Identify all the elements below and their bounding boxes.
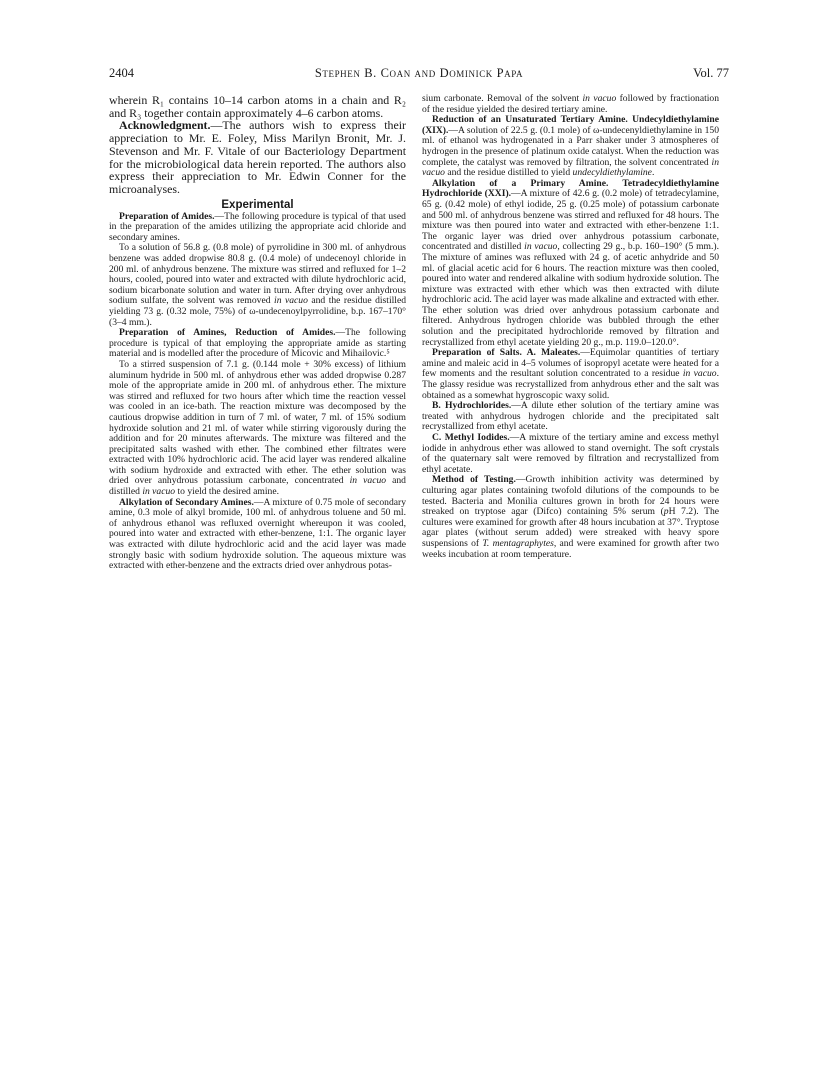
amines-procedure: To a stirred suspension of 7.1 g. (0.144 mole + 30% excess) of lithium aluminum hydride in 500 ml. of anhydrous ether was added dropwise 0.287 mole of the appropriate amide in 200 ml. of anhydrous ether. The mixture was stirred and refluxed for two hours after which time the reaction vessel was cooled in an ice-bath. The reaction mixture was decomposed by the cautious dropwise addition in turn of 7 ml. of water, 7 ml. of 15% sodium hydroxide solution and 21 ml. of water while stirring vigorously during the addition and for 20 minutes afterwards. The mixture was filtered and the precipitated salts washed with ether. The combined ether filtrates were extracted with 10% hydrochloric acid. The acid layer was rendered alkaline with sodium hydroxide and extracted with ether. The ether solution was dried over anhydrous potassium carbonate, concentrated in vacuo and distilled in vacuo to yield the desired amine.	[109, 358, 406, 498]
methyl-iodides-paragraph: C. Methyl Iodides.—A mixture of the tertiary amine and excess methyl iodide in anhydrous ether was allowed to stand overnight. The soft crystals of the quaternary salt were removed by filtration and recrystallized from ethyl acetate.	[422, 432, 719, 475]
running-header	[109, 66, 729, 82]
reduction-paragraph: Reduction of an Unsaturated Tertiary Amine. Undecyldiethylamine (XIX).—A solution of 22.5 g. (0.1 mole) of ω-undecenyldiethylamine in 150 ml. of ethanol was hydrogenated in a Parr shaker under 3 atmospheres of hydrogen in the presence of platinum oxide catalyst. When the reduction was complete, the catalyst was removed by filtration, the solvent concentrated in vacuo and the residue distilled to yield undecyldiethylamine.	[422, 114, 719, 179]
conclusion-paragraph: wherein R₁ contains 10–14 carbon atoms in a chain and R₂ and R₃ together contain approximately 4–6 carbon atoms.	[109, 93, 406, 120]
left-column	[109, 94, 406, 572]
hydrochlorides-heading: B. Hydrochlorides.	[432, 400, 512, 412]
amides-procedure: To a solution of 56.8 g. (0.8 mole) of pyrrolidine in 300 ml. of anhydrous benzene was added dropwise 80.8 g. (0.4 mole) of undecenoyl chloride in 200 ml. of anhydrous benzene. The mixture was stirred and refluxed for 1–2 hours, cooled, poured into water and extracted with dilute hydrochloric acid, sodium bicarbonate solution and water in turn. After drying over anhydrous sodium sulfate, the solvent was removed in vacuo and the residue distilled yielding 73 g. (0.32 mole, 75%) of ω-undecenoylpyrrolidine, b.p. 167–170° (3–4 mm.).	[109, 242, 406, 328]
hydrochlorides-paragraph: B. Hydrochlorides.—A dilute ether solution of the tertiary amine was treated with anhydrous hydrogen chloride and the precipitated salt recrystallized from ethyl acetate.	[422, 400, 719, 433]
amines-paragraph: Preparation of Amines, Reduction of Amides.—The following procedure is typical of that employing the appropriate amide as starting material and is modelled after the procedure of Micovic and Mihailovic.⁵	[109, 327, 407, 360]
amines-heading: Preparation of Amines, Reduction of Amides.	[119, 327, 336, 339]
acknowledgment-paragraph: Acknowledgment.—The authors wish to express their appreciation to Mr. E. Foley, Miss Marilyn Bronit, Mr. J. Stevenson and Mr. F. Vitale of our Bacteriology Department for the microbiological data herein reported. The authors also express their appreciation to Mr. Edwin Conner for the microanalyses.	[109, 118, 406, 196]
volume-label: Vol. 77	[693, 66, 729, 80]
running-authors: Stephen B. Coan and Dominick Papa	[314, 66, 524, 80]
testing-paragraph: Method of Testing.—Growth inhibition activity was determined by culturing agar plates containing twofold dilutions of the compounds to be tested. Bacteria and Monilia cultures grown in broth for 24 hours were streaked on tryptose agar (Difco) containing 5% serum (pH 7.2). The cultures were examined for growth after 48 hours incubation at 37°. Tryptose agar plates (without serum added) were streaked with heavy spore suspensions of T. mentagraphytes, and were examined for growth after two weeks incubation at room temperature.	[422, 474, 719, 560]
amides-paragraph: Preparation of Amides.—The following procedure is typical of that used in the preparation of the amides utilizing the appropriate acid chloride and secondary amines.	[109, 210, 406, 243]
primary-amine-paragraph: Alkylation of a Primary Amine. Tetradecyldiethylamine Hydrochloride (XXI).—A mixture of 42.6 g. (0.2 mole) of tetradecylamine, 65 g. (0.42 mole) of ethyl iodide, 25 g. (0.25 mole) of potassium carbonate and 500 ml. of anhydrous benzene was stirred and refluxed for 48 hours. The mixture was then poured into water and extracted with ether-benzene 1:1. The organic layer was dried over anhydrous potassium carbonate, concentrated and distilled in vacuo, collecting 29 g., b.p. 160–190° (5 mm.). The mixture of amines was refluxed with 24 g. of acetic anhydride and 50 ml. of glacial acetic acid for 6 hours. The reaction mixture was then cooled, poured into water and rendered alkaline with sodium hydroxide solution. The mixture was extracted with ether which was then extracted with dilute hydrochloric acid. The acid layer was made alkaline and extracted with ether. The ether solution was dried over anhydrous potassium carbonate and filtered. Anhydrous hydrogen chloride was bubbled through the ether solution and the precipitated hydrochloride removed by filtration and recrystallized from ethyl acetate yielding 20 g., m.p. 119.0–120.0°.	[422, 177, 719, 348]
salts-paragraph: Preparation of Salts. A. Maleates.—Equimolar quantities of tertiary amine and maleic acid in 4–5 volumes of isopropyl acetate were heated for a few moments and the resultant solution concentrated to a residue in vacuo. The glassy residue was recrystallized from anhydrous ether and the salt was obtained as a somewhat hygroscopic waxy solid.	[422, 347, 719, 401]
alkylation-paragraph: Alkylation of Secondary Amines.—A mixture of 0.75 mole of secondary amine, 0.3 mole of alkyl bromide, 100 ml. of anhydrous toluene and 50 ml. of anhydrous ethanol was refluxed overnight whereupon it was cooled, poured into water and extracted with ether-benzene, 1:1. The organic layer was extracted with dilute hydrochloric acid and the acid layer was made strongly basic with sodium hydroxide solution. The aqueous mixture was extracted with ether-benzene and the extracts dried over anhydrous potas-	[109, 496, 406, 572]
testing-heading: Method of Testing.	[432, 474, 516, 486]
salts-heading: Preparation of Salts. A. Maleates.	[432, 347, 581, 359]
page-number: 2404	[109, 66, 134, 80]
reduction-heading: Reduction of an Unsaturated Tertiary Amine. Undecyldiethylamine (XIX).	[422, 114, 719, 136]
primary-amine-heading: Alkylation of a Primary Amine. Tetradecyldiethylamine Hydrochloride (XXI).	[422, 177, 719, 200]
methyl-iodides-heading: C. Methyl Iodides.	[432, 432, 510, 443]
continuation-paragraph: sium carbonate. Removal of the solvent in vacuo followed by fractionation of the residue yielded the desired tertiary amine.	[422, 93, 720, 115]
experimental-heading: Experimental	[221, 198, 294, 211]
alkylation-heading: Alkylation of Secondary Amines.	[119, 496, 254, 508]
right-column	[422, 94, 719, 560]
acknowledgment-heading: Acknowledgment.	[119, 118, 211, 133]
amides-heading: Preparation of Amides.	[119, 210, 215, 222]
